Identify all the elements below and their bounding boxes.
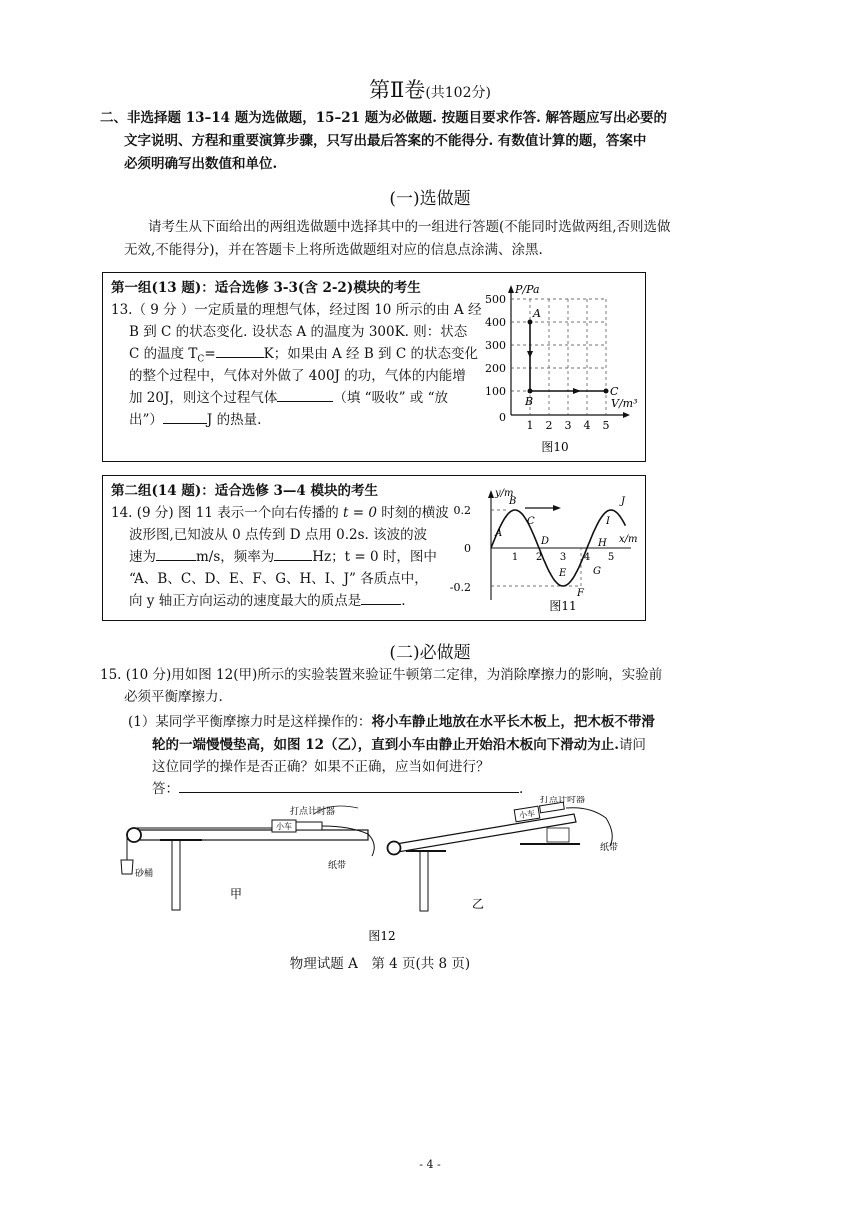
q13-line-2: B 到 C 的状态变化. 设状态 A 的温度为 300K. 则：状态: [129, 324, 468, 340]
q14-line-1-start: 14. (9 分) 图 11 表示一个向右传播的: [111, 505, 339, 521]
question-13: [111, 299, 482, 439]
figure-12-apparatus: [110, 796, 750, 946]
q13-line-4: 的整个过程中，气体对外做了 400J 的功，气体的内能增: [129, 368, 466, 384]
fig12a-timer: [296, 822, 322, 830]
q15-answer-label: 答：: [152, 781, 179, 797]
fig11-label-d: D: [541, 536, 550, 547]
fig10-x-label: V/m³: [611, 397, 638, 410]
q13-tc-label: C 的温度 T: [129, 346, 198, 362]
fig11-x-tick: 5: [607, 552, 615, 563]
fig12a-timer-label: 打点计时器: [290, 807, 336, 817]
fig11-x-label: x/m: [619, 534, 638, 545]
fig10-x-tick: 3: [564, 419, 572, 432]
q13-blank-absorb-release[interactable]: [277, 387, 333, 402]
fig10-label-a: A: [533, 307, 541, 320]
group-2-header: 第二组(14 题)：适合选修 3—4 模块的考生: [111, 483, 378, 499]
fig10-point-b: [528, 389, 533, 394]
fig11-label-e: E: [559, 568, 567, 579]
fig10-x-tick: 4: [583, 419, 591, 432]
section-intro-line-1: 请考生从下面给出的两组选做题中选择其中的一组进行答题(不能同时选做两组,否则选做: [148, 219, 671, 235]
fig11-caption: 图11: [549, 599, 577, 613]
fig12-setup-b: [388, 796, 619, 911]
fig10-y-tick: 500: [485, 293, 506, 306]
q14-time: t = 0: [343, 505, 377, 521]
fig10-y-tick: 100: [485, 385, 506, 398]
fig10-point-c: [604, 389, 609, 394]
fig12b-sub-label: 乙: [472, 897, 485, 911]
question-group-1: [102, 272, 646, 462]
q14-line-5-end: .: [401, 593, 406, 609]
fig10-caption: 图10: [541, 440, 569, 454]
fig11-label-b: B: [509, 496, 517, 507]
figure-10-pv-diagram: [473, 281, 643, 457]
fig10-y-ticks: [485, 293, 506, 424]
q15-answer-end: .: [519, 781, 524, 797]
fig12a-sub-label: 甲: [230, 887, 243, 901]
q15-answer-line[interactable]: [179, 778, 519, 793]
fig11-label-c: C: [527, 516, 535, 527]
q13-line-6-end: J 的热量.: [206, 412, 262, 428]
fig12b-tape-label: 纸带: [600, 843, 619, 853]
paper-section-title: [0, 74, 860, 104]
fig10-y-tick: 200: [485, 362, 506, 375]
q15-part1-line-3: 这位同学的操作是否正确？如果不正确，应当如何进行？: [152, 759, 490, 775]
fig10-arrow-down: [527, 351, 533, 358]
fig11-label-g: G: [593, 566, 601, 577]
fig11-propagation-arrowhead: [553, 505, 561, 511]
q14-frequency-label: m/s，频率为: [196, 549, 275, 565]
fig10-x-ticks: [527, 419, 610, 432]
fig12a-board: [132, 830, 368, 840]
q14-line-4: “A、B、C、D、E、F、G、H、I、J” 各质点中，: [129, 571, 428, 587]
instructions-line-3: 必须明确写出数值和单位.: [124, 156, 278, 172]
question-group-2: [102, 475, 646, 621]
fig11-y-label: y/m: [495, 488, 514, 499]
fig10-y-tick: 300: [485, 339, 506, 352]
fig12a-bucket-label: 砂桶: [135, 869, 154, 879]
instructions: [100, 107, 740, 177]
fig11-x-ticks: [512, 552, 614, 563]
title-main: 第Ⅱ卷: [369, 78, 426, 102]
fig11-y-arrow: [488, 490, 494, 498]
fig10-point-a: [528, 320, 533, 325]
fig10-label-b: B: [525, 395, 534, 408]
fig11-x-tick: 1: [511, 552, 519, 563]
q14-blank-frequency[interactable]: [274, 546, 312, 561]
fig12a-pulley: [127, 828, 141, 842]
q15-part1-line-1: [128, 711, 655, 733]
q14-line-1-end: 时刻的横波: [381, 505, 449, 521]
figure-11-wave-graph: [443, 488, 643, 618]
fig11-y-bottom: -0.2: [449, 581, 471, 594]
section-heading-required: (二)必做题: [389, 643, 471, 663]
fig10-x-tick: 1: [526, 419, 534, 432]
fig12b-wood-block: [547, 828, 569, 842]
fig10-y-label: P/Pa: [515, 283, 540, 296]
q15-part1-start: (1）某同学平衡摩擦力时是这样操作的：: [128, 714, 372, 730]
section-intro: [124, 216, 744, 262]
fig12b-cart-label: 小车: [518, 808, 536, 821]
q13-line-5-end: （填 “吸收” 或 “放: [333, 390, 448, 406]
fig11-label-f: F: [577, 588, 584, 599]
q14-line-5-start: 向 y 轴正方向运动的速度最大的质点是: [129, 593, 362, 609]
fig10-label-c: C: [610, 385, 619, 398]
question-14: [111, 502, 451, 614]
q15-line-1: 15. (10 分)用如图 12(甲)所示的实验装置来验证牛顿第二定律，为消除摩擦力的影响，实验前: [100, 667, 663, 683]
q14-line-3: [129, 546, 437, 568]
q13-tc-subscript: C: [197, 354, 205, 365]
fig10-arrow-right: [573, 388, 581, 394]
group-1-header: 第一组(13 题)：适合选修 3-3(含 2-2)模块的考生: [111, 280, 421, 296]
q13-blank-heat[interactable]: [163, 409, 207, 424]
fig12a-cart-label: 小车: [276, 822, 292, 831]
fig12a-tape-label: 纸带: [328, 861, 347, 871]
section-intro-line-2: 无效,不能得分)，并在答题卡上将所选做题组对应的信息点涂满、涂黑.: [124, 242, 543, 258]
section-heading-optional: (一)选做题: [389, 189, 471, 209]
instructions-line-2: 文字说明、方程和重要演算步骤，只写出最后答案的不能得分. 有数值计算的题，答案中: [124, 133, 647, 149]
instructions-line-1: 二、非选择题 13–14 题为选做题，15–21 题为必做题. 按题目要求作答. 解答题应写出必要的: [100, 110, 668, 126]
fig11-x-tick: 4: [583, 552, 591, 563]
q13-equals: =: [204, 346, 216, 362]
fig10-y-tick: 0: [499, 411, 506, 424]
q14-line-5: [129, 590, 406, 612]
fig11-x-tick: 3: [559, 552, 567, 563]
q13-line-3-rest: K；如果由 A 经 B 到 C 的状态变化: [263, 346, 478, 362]
q13-line-6-start: 出”）: [129, 412, 163, 428]
q15-part1-bold: 将小车静止地放在水平长木板上，把木板不带滑: [371, 714, 655, 730]
q15-part1-line-2: [152, 734, 646, 756]
q13-line-6: [129, 409, 261, 431]
fig12-caption: 图12: [368, 929, 396, 943]
q13-line-5-start: 加 20J，则这个过程气体: [129, 390, 278, 406]
q14-blank-speed[interactable]: [156, 546, 196, 561]
fig10-y-tick: 400: [485, 316, 506, 329]
fig11-y-top: 0.2: [453, 504, 471, 517]
fig11-origin: 0: [464, 542, 471, 555]
q14-line-1: [111, 502, 449, 524]
fig12b-tape: [566, 808, 612, 846]
page-number: - 4 -: [419, 1158, 441, 1171]
fig10-x-tick: 5: [602, 419, 610, 432]
q13-line-1: 13.（ 9 分 ）一定质量的理想气体，经过图 10 所示的由 A 经: [111, 302, 482, 318]
fig12a-sand-bucket: [121, 860, 133, 874]
q13-blank-temperature[interactable]: [216, 343, 264, 358]
fig11-x-tick: 2: [535, 552, 543, 563]
fig12-setup-a: [121, 805, 374, 910]
q14-speed-label: 速为: [129, 549, 156, 565]
question-15: [100, 664, 760, 797]
q14-blank-particle[interactable]: [361, 590, 401, 605]
q15-line-2: 必须平衡摩擦力.: [124, 689, 223, 705]
page-footer: 物理试题 A 第 4 页(共 8 页): [289, 956, 471, 972]
fig12b-timer-label: 打点计时器: [540, 796, 586, 805]
fig10-x-arrow: [623, 412, 630, 418]
fig10-x-tick: 2: [545, 419, 553, 432]
fig11-label-i: I: [606, 516, 610, 527]
fig12b-pulley: [388, 842, 401, 855]
fig11-label-j: J: [621, 496, 626, 507]
q15-part1-question: 请问: [618, 737, 646, 753]
q13-line-5: [129, 387, 448, 409]
fig11-label-a: A: [495, 528, 503, 539]
fig10-y-arrow: [508, 285, 514, 293]
fig12a-table-leg: [172, 840, 180, 910]
q14-line-2: 波形图,已知波从 0 点传到 D 点用 0.2s. 该波的波: [129, 527, 428, 543]
q14-line-3-end: Hz；t = 0 时，图中: [312, 549, 437, 565]
title-sub: (共102分): [425, 85, 491, 101]
fig12b-table-leg: [420, 851, 428, 911]
q15-part1-bold-2: 轮的一端慢慢垫高，如图 12（乙），直到小车由静止开始沿木板向下滑动为止.: [152, 737, 619, 753]
fig11-label-h: H: [598, 538, 607, 549]
